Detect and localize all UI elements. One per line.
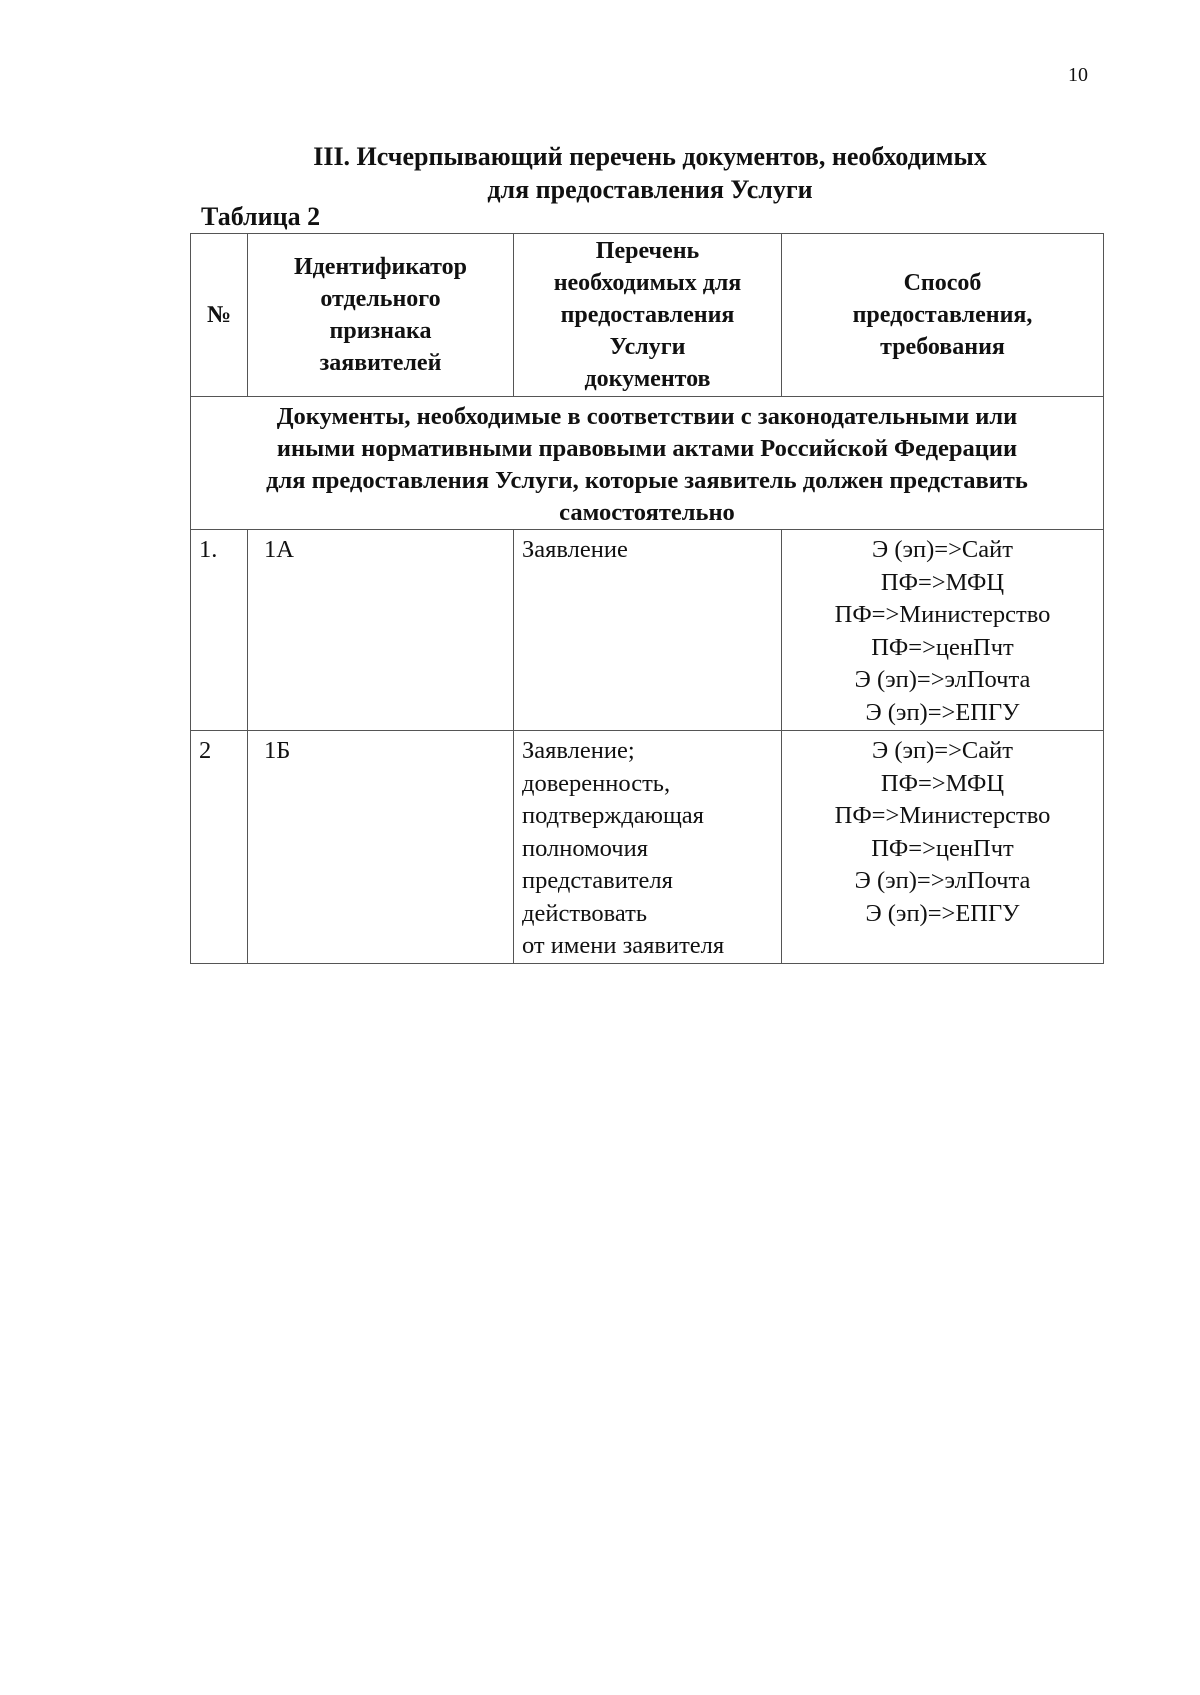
document-line: Заявление xyxy=(522,536,628,563)
group-heading-line: для предоставления Услуги, которые заявитель должен представить xyxy=(266,467,1028,494)
header-line: требования xyxy=(880,334,1005,360)
method-line: ПФ=>Министерство xyxy=(834,802,1051,829)
document-line: подтверждающая xyxy=(522,802,704,829)
section-title-line: для предоставления Услуги xyxy=(487,175,813,204)
document-line: полномочия xyxy=(522,834,648,862)
document-line: представителя xyxy=(522,867,673,894)
method-line: ПФ=>МФЦ xyxy=(880,568,1005,596)
section-title-line: III. Исчерпывающий перечень документов, необходимых xyxy=(313,142,987,171)
header-line: признака xyxy=(329,318,432,344)
table-group-row xyxy=(191,397,1104,530)
document-line: от имени заявителя xyxy=(522,932,725,959)
document-line: действовать xyxy=(522,899,648,927)
page-number: 10 xyxy=(1068,64,1088,86)
document-line: доверенность, xyxy=(522,769,671,797)
group-heading-line: иными нормативными правовыми актами Российской Федерации xyxy=(276,435,1018,462)
method-line: ПФ=>ценПчт xyxy=(871,834,1014,862)
table-row xyxy=(191,530,1104,731)
row-documents xyxy=(514,530,782,731)
header-line: Способ xyxy=(903,270,982,296)
row-methods xyxy=(782,530,1104,731)
header-number xyxy=(191,234,248,397)
document-line: Заявление; xyxy=(522,737,635,764)
method-line: Э (эп)=>элПочта xyxy=(854,666,1031,693)
documents-table xyxy=(190,233,1104,964)
group-heading xyxy=(191,397,1104,530)
group-heading-line: Документы, необходимые в соответствии с законодательными или xyxy=(276,403,1018,430)
header-line: Идентификатор xyxy=(293,254,467,280)
row-identifier: 1Б xyxy=(248,731,514,964)
header-documents-list xyxy=(514,234,782,397)
header-submission-method xyxy=(782,234,1104,397)
method-line: ПФ=>ценПчт xyxy=(871,633,1014,661)
header-line: № xyxy=(206,302,232,328)
row-methods xyxy=(782,731,1104,964)
group-heading-line: самостоятельно xyxy=(559,499,735,526)
header-line: документов xyxy=(584,366,711,392)
method-line: ПФ=>Министерство xyxy=(834,601,1051,628)
header-line: Перечень xyxy=(595,238,700,264)
method-line: Э (эп)=>Сайт xyxy=(872,536,1013,563)
method-line: ПФ=>МФЦ xyxy=(880,769,1005,797)
header-line: предоставления, xyxy=(852,302,1033,328)
method-line: Э (эп)=>Сайт xyxy=(872,737,1013,764)
header-line: заявителей xyxy=(319,350,442,376)
section-title xyxy=(180,140,1120,206)
header-line: Услуги xyxy=(609,334,686,360)
table-row xyxy=(191,731,1104,964)
method-line: Э (эп)=>ЕПГУ xyxy=(865,698,1020,726)
row-identifier: 1А xyxy=(248,530,514,731)
header-applicant-identifier xyxy=(248,234,514,397)
method-line: Э (эп)=>ЕПГУ xyxy=(865,899,1020,927)
row-number: 2 xyxy=(191,731,248,964)
header-line: отдельного xyxy=(320,286,441,312)
header-line: необходимых для xyxy=(553,270,742,296)
row-documents xyxy=(514,731,782,964)
table-caption: Таблица 2 xyxy=(201,202,321,231)
row-number: 1. xyxy=(191,530,248,731)
method-line: Э (эп)=>элПочта xyxy=(854,867,1031,894)
table-header-row xyxy=(191,234,1104,397)
header-line: предоставления xyxy=(560,302,735,328)
